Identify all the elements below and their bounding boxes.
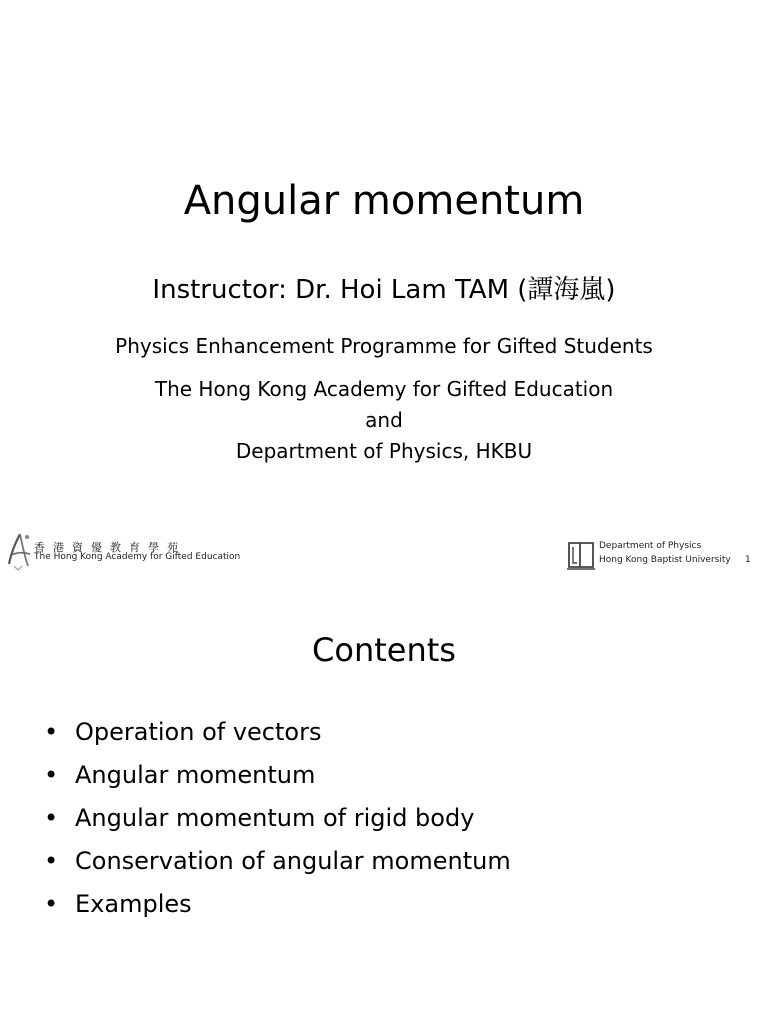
contents-slide — [0, 590, 768, 1024]
affiliation-line: and — [365, 408, 403, 432]
book-icon — [566, 538, 596, 572]
page-number: 1 — [745, 555, 751, 565]
bullet-icon: • — [44, 804, 59, 832]
list-item-text: Examples — [75, 890, 192, 918]
list-item-text: Angular momentum — [75, 761, 316, 789]
affiliation-block — [0, 374, 768, 467]
list-item-text: Operation of vectors — [75, 718, 322, 746]
bullet-icon: • — [44, 718, 59, 746]
programme-line: Physics Enhancement Programme for Gifted Students — [115, 334, 653, 358]
affiliation-line: Department of Physics, HKBU — [235, 439, 533, 463]
hkbu-university-name: Hong Kong Baptist University — [599, 555, 731, 565]
list-item-text: Angular momentum of rigid body — [75, 804, 475, 832]
hkage-emblem-icon — [6, 530, 32, 572]
affiliation-line: The Hong Kong Academy for Gifted Education — [154, 377, 614, 401]
slide-title: Angular momentum — [183, 178, 585, 224]
hkbu-physics-logo — [566, 538, 736, 574]
bullet-icon: • — [44, 890, 59, 918]
list-item-text: Conservation of angular momentum — [75, 847, 511, 875]
contents-title: Contents — [312, 631, 456, 669]
hkage-chinese-name: 香港資優教育學苑 — [34, 541, 186, 554]
bullet-icon: • — [44, 761, 59, 789]
instructor-line: Instructor: Dr. Hoi Lam TAM (譚海嵐) — [152, 275, 616, 305]
bullet-icon: • — [44, 847, 59, 875]
hkage-english-name: The Hong Kong Academy for Gifted Education — [34, 552, 241, 562]
hkbu-department-name: Department of Physics — [599, 541, 702, 551]
hkage-logo — [6, 530, 246, 574]
